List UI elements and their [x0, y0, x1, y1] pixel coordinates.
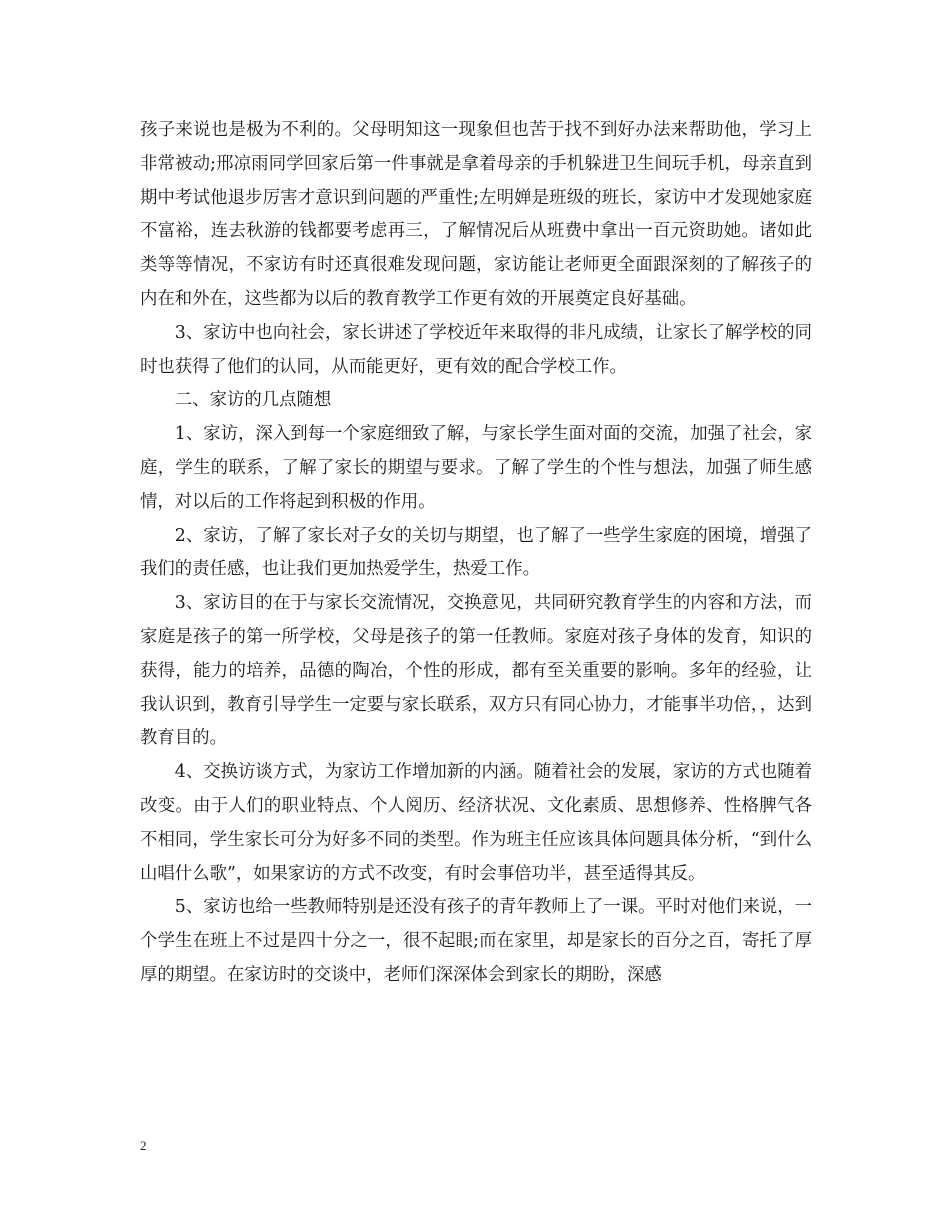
- paragraph-reflection-5: 5、家访也给一些教师特别是还没有孩子的青年教师上了一课。平时对他们来说，一个学生在班上不过是四十分之一，很不起眼;而在家里，却是家长的百分之百，寄托了厚厚的期望。在家访时的交谈中，老师们深深体会到家长的期盼，深感: [140, 897, 812, 985]
- document-body: [140, 114, 812, 993]
- paragraph-reflection-1: 1、家访，深入到每一个家庭细致了解，与家长学生面对面的交流，加强了社会，家庭，学生的联系，了解了家长的期望与要求。了解了学生的个性与想法，加强了师生感情，对以后的工作将起到积极的作用。: [140, 424, 812, 512]
- paragraph-continued: 孩子来说也是极为不利的。父母明知这一现象但也苦于找不到好办法来帮助他，学习上非常被动;邢凉雨同学回家后第一件事就是拿着母亲的手机躲进卫生间玩手机，母亲直到期中考试他退步厉害才意识到问题的严重性;左明婵是班级的班长，家访中才发现她家庭不富裕，连去秋游的钱都要考虑再三，了解情况后从班费中拿出一百元资助她。诸如此类等等情况，不家访有时还真很难发现问题，家访能让老师更全面跟深刻的了解孩子的内在和外在，这些都为以后的教育教学工作更有效的开展奠定良好基础。: [140, 120, 812, 309]
- section-heading-reflections: 二、家访的几点随想: [174, 390, 332, 411]
- paragraph-point-3-social: 3、家访中也向社会，家长讲述了学校近年来取得的非凡成绩，让家长了解学校的同时也获得了他们的认同，从而能更好，更有效的配合学校工作。: [140, 322, 812, 377]
- paragraph-reflection-2: 2、家访，了解了家长对子女的关切与期望，也了解了一些学生家庭的困境，增强了我们的责任感，也让我们更加热爱学生，热爱工作。: [140, 525, 812, 580]
- page-number: 2: [140, 1138, 147, 1153]
- paragraph-reflection-4: 4、交换访谈方式，为家访工作增加新的内涵。随着社会的发展，家访的方式也随着改变。由于人们的职业特点、个人阅历、经济状况、文化素质、思想修养、性格脾气各不相同，学生家长可分为好多不同的类型。作为班主任应该具体问题具体分析，“到什么山唱什么歌”，如果家访的方式不改变，有时会事倍功半，甚至适得其反。: [140, 762, 812, 884]
- paragraph-reflection-3: 3、家访目的在于与家长交流情况，交换意见，共同研究教育学生的内容和方法，而家庭是孩子的第一所学校，父母是孩子的第一任教师。家庭对孩子身体的发育，知识的获得，能力的培养，品德的陶冶，个性的形成，都有至关重要的影响。多年的经验，让我认识到，教育引导学生一定要与家长联系，双方只有同心协力，才能事半功倍，，达到教育目的。: [140, 593, 812, 749]
